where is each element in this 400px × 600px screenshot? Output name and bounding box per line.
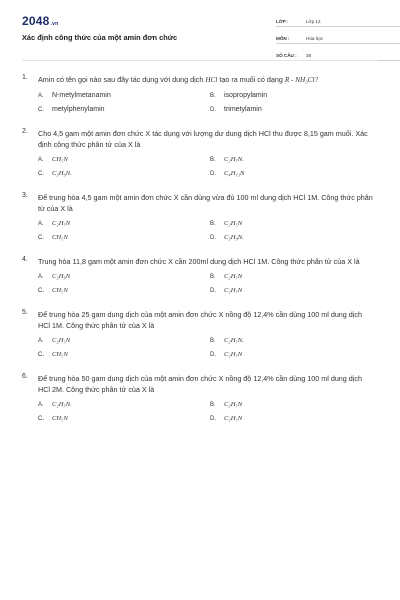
question-text (38, 192, 374, 214)
option-text: C₄H₁₁N (224, 170, 245, 177)
option-letter: B. (210, 93, 216, 99)
answer-options (38, 401, 378, 429)
option-letter: A. (38, 221, 44, 227)
question-head (22, 74, 378, 86)
answer-option[interactable] (210, 273, 380, 287)
question-6 (22, 373, 378, 429)
meta-info (276, 12, 400, 63)
meta-value: 38 (306, 53, 312, 58)
option-text: C₃H₉N. (224, 234, 244, 241)
answer-option[interactable] (38, 415, 210, 429)
logo-domain: .vn (50, 21, 59, 27)
question-4 (22, 256, 378, 301)
option-letter: C. (38, 107, 44, 113)
question-5 (22, 309, 378, 365)
option-letter: B. (210, 157, 216, 163)
question-text-part: Amin có tên gọi nào sau đây tác dụng với dung dịch (38, 75, 206, 84)
option-text: C₂H₇N. (52, 401, 72, 408)
option-text: C₂H₇N (224, 273, 243, 280)
document-title: Xác định công thức của một amin đơn chức (22, 33, 178, 42)
answer-option[interactable] (38, 220, 210, 234)
answer-option[interactable] (210, 415, 380, 429)
question-head (22, 256, 378, 267)
answer-option[interactable] (210, 351, 380, 365)
answer-option[interactable] (38, 287, 210, 301)
question-text-part: Để trung hòa 4,5 gam một amin đơn chức X cần dùng vừa đủ 100 ml dung dịch HCl 1M. Công thức phân tử của X là (38, 193, 373, 213)
meta-subject-row (276, 29, 400, 44)
option-text: C₂H₅N (224, 220, 243, 227)
answer-option[interactable] (210, 106, 380, 120)
answer-options (38, 156, 378, 184)
question-number: 1. (22, 74, 28, 81)
question-formula: R - NH₃Cl? (284, 76, 319, 84)
meta-value: Lớp 12 (306, 19, 321, 24)
option-letter: D. (210, 171, 216, 177)
option-text: C₂H₇N. (224, 156, 244, 163)
option-letter: A. (38, 338, 44, 344)
option-text: CH₅N (52, 351, 68, 358)
question-text-part: tạo ra muối có dạng (217, 75, 285, 84)
site-logo[interactable] (22, 14, 58, 28)
option-text: N-metylmetanamin (52, 92, 111, 99)
option-letter: D. (210, 107, 216, 113)
option-letter: C. (38, 171, 44, 177)
question-text (38, 128, 374, 150)
question-head (22, 128, 378, 150)
question-head (22, 309, 378, 331)
question-number: 4. (22, 256, 28, 263)
option-letter: B. (210, 221, 216, 227)
question-text (38, 256, 374, 267)
option-letter: B. (210, 274, 216, 280)
question-number: 6. (22, 373, 28, 380)
answer-option[interactable] (38, 156, 210, 170)
option-text: C₃H₇N (224, 287, 243, 294)
option-text: C₃H₅N (52, 337, 71, 344)
option-letter: A. (38, 157, 44, 163)
question-head (22, 192, 378, 214)
option-letter: A. (38, 274, 44, 280)
option-text: C₃H₉N. (52, 170, 72, 177)
option-letter: B. (210, 402, 216, 408)
question-text (38, 74, 374, 86)
answer-options (38, 220, 378, 248)
option-text: CH₅N (52, 234, 68, 241)
option-text: C₂H₇N (52, 220, 71, 227)
meta-class-row (276, 12, 400, 27)
option-text: C₂H₇N. (224, 337, 244, 344)
option-text: C₃H₇N (224, 351, 243, 358)
option-text: C₃H₅N (224, 415, 243, 422)
option-letter: D. (210, 416, 216, 422)
answer-option[interactable] (210, 92, 380, 106)
meta-label: SỐ CÂU : (276, 53, 297, 58)
meta-value: Hóa học (306, 36, 324, 41)
option-letter: C. (38, 416, 44, 422)
answer-option[interactable] (210, 220, 380, 234)
answer-option[interactable] (210, 170, 380, 184)
option-letter: C. (38, 352, 44, 358)
option-text: CH₅N (52, 415, 68, 422)
option-text: metylphenylamin (52, 106, 105, 113)
question-number: 2. (22, 128, 28, 135)
logo-text: 2048 (22, 14, 50, 28)
option-text: C₃H₉N (52, 273, 71, 280)
question-text-part: Trung hòa 11,8 gam một amin đơn chức X cần 200ml dung dịch HCl 1M. Công thức phân tử của X là (38, 257, 360, 266)
question-head (22, 373, 378, 395)
option-letter: A. (38, 402, 44, 408)
question-text (38, 373, 374, 395)
answer-option[interactable] (38, 401, 210, 415)
option-letter: D. (210, 352, 216, 358)
option-letter: D. (210, 235, 216, 241)
answer-option[interactable] (210, 401, 380, 415)
option-text: CH₅N (52, 156, 68, 163)
answer-option[interactable] (210, 234, 380, 248)
meta-count-row (276, 46, 400, 61)
option-letter: B. (210, 338, 216, 344)
meta-label: LỚP : (276, 19, 289, 24)
question-text-part: Để trung hòa 25 gam dung dịch của một amin đơn chức X nồng độ 12,4% cần dùng 100 ml dung dịch HCl 1M. Công thức phân tử của X là (38, 310, 362, 330)
option-text: C₃H₇N (224, 401, 243, 408)
question-1 (22, 74, 378, 120)
question-text (38, 309, 374, 331)
header-divider (22, 60, 378, 61)
option-letter: C. (38, 235, 44, 241)
option-text: isopropylamin (224, 92, 268, 99)
answer-options (38, 273, 378, 301)
question-list (22, 74, 378, 429)
question-text-part: Để trung hòa 50 gam dung dịch của một amin đơn chức X nồng độ 12,4% cần dùng 100 ml dung dịch HCl 2M. Công thức phân tử của X là (38, 374, 362, 394)
question-formula: HCl (205, 76, 218, 84)
question-2 (22, 128, 378, 184)
question-number: 3. (22, 192, 28, 199)
answer-option[interactable] (38, 273, 210, 287)
answer-option[interactable] (38, 234, 210, 248)
option-letter: A. (38, 93, 44, 99)
answer-option[interactable] (38, 92, 210, 106)
question-text-part: Cho 4,5 gam một amin đơn chức X tác dụng với lượng dư dung dịch HCl thu được 8,15 gam muối. Xác định công thức phân tử của X là (38, 129, 368, 149)
question-number: 5. (22, 309, 28, 316)
answer-options (38, 92, 378, 120)
meta-label: MÔN : (276, 36, 290, 41)
option-text: CH₅N (52, 287, 68, 294)
answer-option[interactable] (38, 170, 210, 184)
header (22, 0, 378, 60)
answer-option[interactable] (38, 337, 210, 351)
answer-option[interactable] (38, 351, 210, 365)
question-3 (22, 192, 378, 248)
option-letter: C. (38, 288, 44, 294)
answer-option[interactable] (210, 156, 380, 170)
answer-option[interactable] (38, 106, 210, 120)
answer-option[interactable] (210, 337, 380, 351)
option-letter: D. (210, 288, 216, 294)
answer-options (38, 337, 378, 365)
answer-option[interactable] (210, 287, 380, 301)
option-text: trimetylamin (224, 106, 262, 113)
